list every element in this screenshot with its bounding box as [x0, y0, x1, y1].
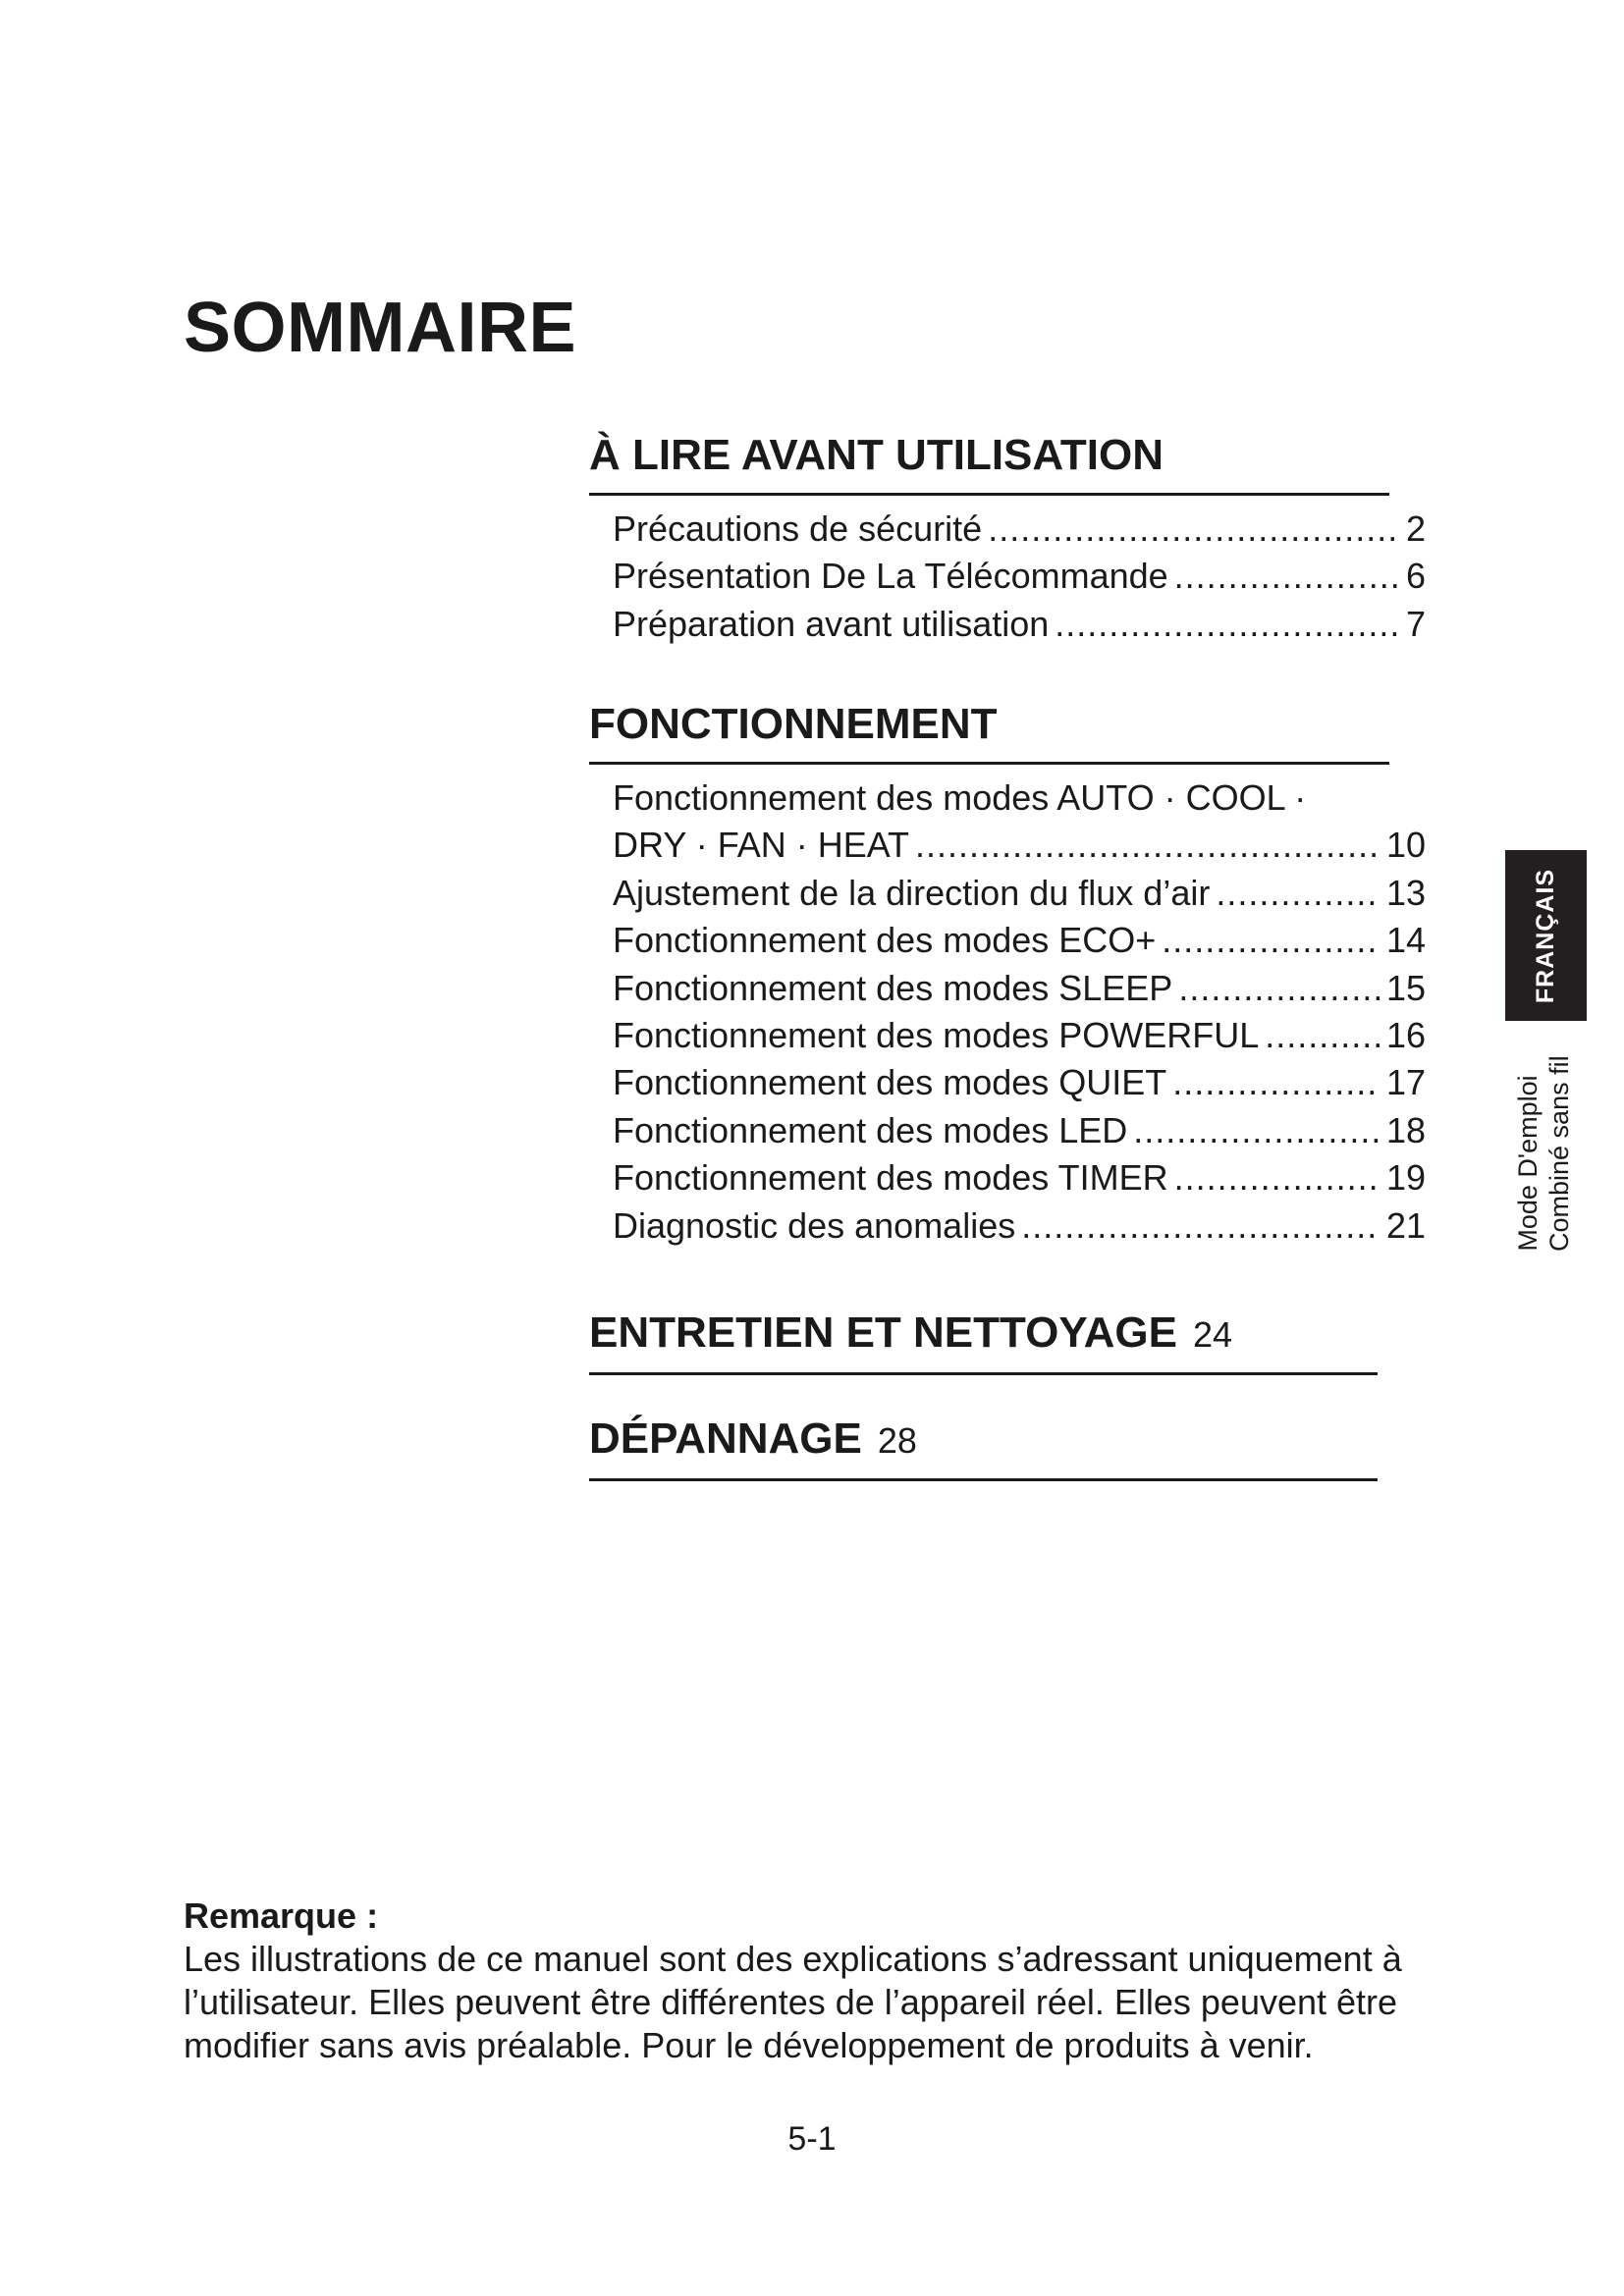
language-tab-label: FRANÇAIS: [1532, 868, 1560, 1003]
toc-entry-page: 21: [1385, 1204, 1426, 1246]
leader-dots: [1178, 965, 1380, 1012]
toc-entry-label: Fonctionnement des modes AUTO · COOL ·: [613, 777, 1307, 818]
toc-entry[interactable]: [613, 1202, 1426, 1250]
section-heading: À LIRE AVANT UTILISATION: [589, 428, 1389, 496]
toc-entry[interactable]: [613, 506, 1426, 553]
toc-entry-label: DRY · FAN · HEAT: [613, 825, 910, 866]
toc-entry[interactable]: [613, 1107, 1426, 1154]
toc-list: [613, 774, 1426, 1250]
toc-entry-label: Fonctionnement des modes POWERFUL: [613, 1015, 1260, 1056]
leader-dots: [1216, 870, 1380, 917]
toc-section-troubleshooting[interactable]: [589, 1412, 1378, 1481]
leader-dots: [988, 506, 1400, 553]
toc-section-maintenance[interactable]: [589, 1306, 1378, 1375]
toc-entry-label: Fonctionnement des modes QUIET: [613, 1062, 1167, 1103]
toc-entry-page: 16: [1385, 1015, 1426, 1056]
leader-dots: [1162, 917, 1380, 964]
toc-entry-page: 15: [1385, 967, 1426, 1008]
toc-entry-page: 14: [1385, 920, 1426, 961]
page-title: SOMMAIRE: [184, 289, 576, 367]
section-heading-label: DÉPANNAGE: [589, 1415, 862, 1463]
leader-dots: [1133, 1107, 1380, 1154]
leader-dots: [1174, 1154, 1380, 1201]
toc-entry-page: 13: [1385, 872, 1426, 913]
section-heading-label: ENTRETIEN ET NETTOYAGE: [589, 1308, 1177, 1357]
leader-dots: [1172, 1059, 1380, 1106]
toc-entry-page: 2: [1405, 508, 1426, 549]
toc-entry-page: 6: [1405, 556, 1426, 597]
toc-entry-label: Fonctionnement des modes LED: [613, 1109, 1128, 1150]
toc-entry[interactable]: [613, 601, 1426, 648]
toc-entry-page: 10: [1385, 825, 1426, 866]
manual-caption-line2: Combiné sans fil: [1544, 1055, 1574, 1252]
toc-entry[interactable]: [613, 917, 1426, 964]
toc-entry[interactable]: [613, 774, 1426, 822]
section-heading: FONCTIONNEMENT: [589, 697, 1389, 765]
toc-entry-page: 7: [1405, 603, 1426, 644]
toc-section-operation: [589, 697, 1426, 1250]
toc-section-before-use: [589, 428, 1426, 648]
leader-dots: [1055, 601, 1400, 648]
toc-entry-label: Préparation avant utilisation: [613, 603, 1050, 644]
note-block: [184, 1895, 1450, 2067]
toc-entry[interactable]: [613, 965, 1426, 1012]
toc-entry[interactable]: [613, 1059, 1426, 1106]
toc-entry-page: 18: [1385, 1109, 1426, 1150]
note-body: Les illustrations de ce manuel sont des explications s’adressant uniquement à l’utilisateur. Elles peuvent être différentes de l’appareil réel. Elles peuvent être modifier sans avis préalable. Pour le développement de produits à venir.: [184, 1939, 1402, 2065]
page-number: 5-1: [787, 2120, 837, 2158]
toc-entry-label: Diagnostic des anomalies: [613, 1204, 1016, 1246]
toc-entry[interactable]: [613, 822, 1426, 869]
toc-entry-label: Fonctionnement des modes SLEEP: [613, 967, 1173, 1008]
toc-entry[interactable]: [613, 870, 1426, 917]
toc-entry-label: Présentation De La Télécommande: [613, 556, 1168, 597]
leader-dots: [915, 822, 1380, 869]
leader-dots: [1265, 1012, 1380, 1059]
toc-list: [613, 506, 1426, 648]
manual-caption-line1: Mode D'emploi: [1513, 1075, 1543, 1252]
language-tab: [1505, 850, 1587, 1021]
leader-dots: [1021, 1202, 1380, 1250]
toc-entry[interactable]: [613, 1012, 1426, 1059]
leader-dots: [1174, 553, 1400, 600]
toc-entry-page: 17: [1385, 1062, 1426, 1103]
toc-entry-label: Fonctionnement des modes ECO+: [613, 920, 1157, 961]
section-heading: [589, 1412, 1378, 1481]
section-heading: [589, 1306, 1378, 1375]
toc-entry[interactable]: [613, 553, 1426, 600]
note-title: Remarque :: [184, 1896, 379, 1936]
toc-entry-label: Précautions de sécurité: [613, 508, 983, 549]
toc-entry[interactable]: [613, 1154, 1426, 1201]
toc-entry-label: Fonctionnement des modes TIMER: [613, 1157, 1168, 1199]
toc-entry-label: Ajustement de la direction du flux d’air: [613, 872, 1211, 913]
section-page: 28: [877, 1420, 917, 1461]
section-page: 24: [1192, 1314, 1233, 1355]
toc-entry-page: 19: [1385, 1157, 1426, 1199]
manual-caption: [1512, 1055, 1581, 1252]
